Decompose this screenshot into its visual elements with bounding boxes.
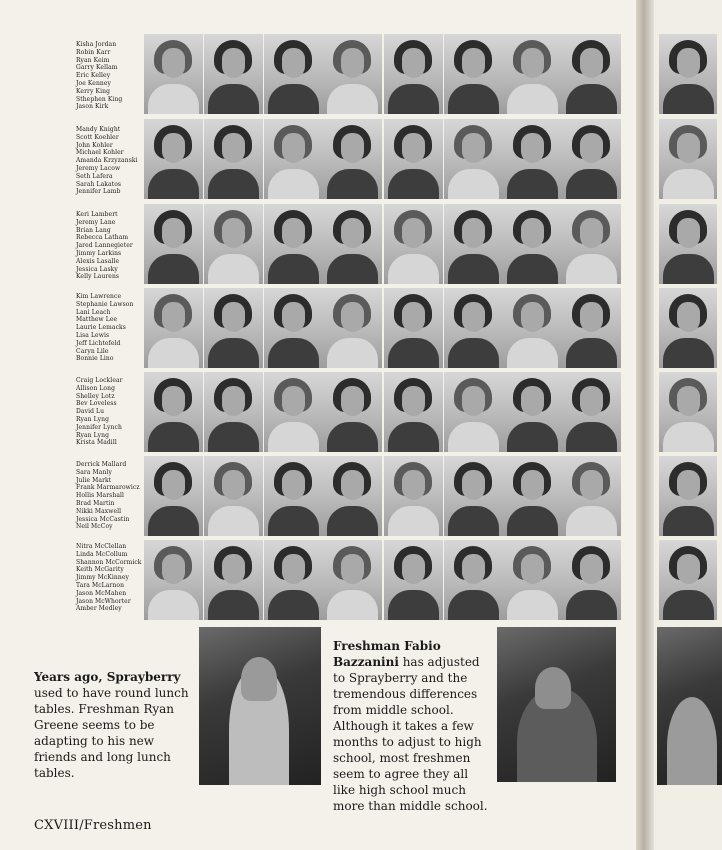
portrait-body — [507, 84, 558, 114]
caption-text: has adjusted to Sprayberry and the tremendous differences from middle school. Although it takes a few months to adjust to high school, most freshmen seem to agree they all like high school much more than middle school. — [333, 655, 488, 813]
student-portrait — [323, 540, 382, 620]
student-name: John Kohler — [76, 141, 113, 149]
student-head — [241, 657, 277, 701]
portrait-face — [677, 302, 700, 332]
portrait-body — [208, 590, 259, 620]
student-name: Lani Leach — [76, 308, 111, 316]
student-name: Lisa Lewis — [76, 331, 110, 339]
caption-lunch-tables — [34, 669, 194, 781]
portrait-body — [566, 590, 617, 620]
portrait-face — [521, 302, 544, 332]
caption-lead: Years ago, Sprayberry — [34, 670, 181, 684]
student-name: Michael Kohler — [76, 149, 124, 157]
candid-photo-right-page — [657, 627, 722, 785]
portrait-face — [580, 470, 603, 500]
student-name: Jason Kirk — [76, 103, 109, 111]
student-name: Jessica McCastin — [76, 515, 130, 523]
portrait-face — [521, 386, 544, 416]
portrait-body — [388, 590, 439, 620]
student-name-list — [76, 461, 146, 531]
portrait-face — [341, 386, 364, 416]
portrait-body — [388, 338, 439, 368]
student-name: Tara McLarnon — [76, 581, 125, 589]
student-name: Garry Kellam — [76, 64, 118, 72]
student-portrait — [384, 540, 443, 620]
student-name: Nitra McClellan — [76, 543, 127, 550]
student-name: Jimmy Larkins — [76, 249, 122, 257]
student-portrait — [384, 119, 443, 199]
student-name: Brad Martin — [76, 499, 115, 507]
portrait-face — [521, 48, 544, 78]
student-portrait — [659, 456, 717, 536]
portrait-body — [388, 169, 439, 199]
student-name: Sthephen King — [76, 95, 123, 103]
student-name: Laurie Lemacks — [76, 324, 126, 332]
student-name: Sara Manly — [76, 468, 112, 476]
portrait-body — [663, 169, 714, 199]
portrait-face — [402, 554, 425, 584]
portrait-body — [663, 84, 714, 114]
portrait-face — [580, 302, 603, 332]
portrait-face — [462, 302, 485, 332]
student-name: Caryn Lile — [76, 347, 109, 355]
student-portrait — [659, 34, 717, 114]
caption-text: used to have round lunch tables. Freshman Ryan Greene seems to be adapting to his new friends and long lunch tables. — [34, 686, 189, 780]
student-portrait — [144, 288, 203, 368]
portrait-face — [222, 133, 245, 163]
student-portrait — [264, 456, 323, 536]
portrait-face — [222, 554, 245, 584]
student-name: Linda McCollum — [76, 550, 128, 558]
student-portrait — [204, 288, 263, 368]
student-portrait — [264, 288, 323, 368]
student-portrait — [444, 540, 503, 620]
portrait-body — [448, 506, 499, 536]
student-portrait — [562, 119, 621, 199]
student-portrait — [264, 34, 323, 114]
portrait-body — [448, 169, 499, 199]
portrait-face — [162, 48, 185, 78]
portrait-body — [663, 506, 714, 536]
portrait-body — [566, 506, 617, 536]
student-name: Mandy Knight — [76, 126, 121, 133]
portrait-face — [521, 554, 544, 584]
student-name: Jason McMahen — [76, 589, 127, 597]
student-name: Jeremy Lacow — [76, 164, 121, 172]
student-portrait — [562, 456, 621, 536]
student-name: Jeremy Lane — [76, 218, 116, 226]
portrait-face — [402, 302, 425, 332]
student-portrait — [444, 119, 503, 199]
student-name: Jeff Lichtefeld — [76, 339, 121, 347]
student-name: Ryan Keim — [76, 56, 110, 64]
portrait-body — [208, 254, 259, 284]
portrait-face — [282, 554, 305, 584]
student-portrait — [384, 456, 443, 536]
student-portrait — [503, 119, 562, 199]
portrait-face — [341, 48, 364, 78]
candid-photo-cafeteria — [497, 627, 616, 782]
student-name: Shelley Lotz — [76, 392, 115, 400]
student-portrait — [659, 288, 717, 368]
student-portrait — [323, 372, 382, 452]
student-portrait — [444, 34, 503, 114]
portrait-body — [268, 169, 319, 199]
portrait-face — [282, 470, 305, 500]
portrait-body — [268, 422, 319, 452]
portrait-body — [448, 84, 499, 114]
portrait-body — [663, 422, 714, 452]
portrait-face — [677, 48, 700, 78]
portrait-body — [448, 422, 499, 452]
student-name: Brian Lang — [76, 226, 111, 234]
student-portrait — [204, 119, 263, 199]
page-fold — [636, 0, 654, 850]
student-name: Shannon McCormick — [76, 558, 142, 566]
portrait-face — [580, 48, 603, 78]
portrait-body — [327, 506, 378, 536]
portrait-face — [282, 218, 305, 248]
portrait-body — [148, 506, 199, 536]
student-portrait — [323, 288, 382, 368]
portrait-body — [148, 254, 199, 284]
student-name: Seth Lafera — [76, 172, 113, 180]
portrait-body — [663, 590, 714, 620]
portrait-face — [162, 386, 185, 416]
portrait-body — [507, 506, 558, 536]
portrait-body — [327, 422, 378, 452]
portrait-body — [507, 590, 558, 620]
student-portrait — [659, 540, 717, 620]
student-name-list — [76, 377, 146, 447]
student-portrait — [562, 288, 621, 368]
portrait-face — [677, 133, 700, 163]
student-name: Kim Lawrence — [76, 293, 122, 300]
portrait-face — [341, 302, 364, 332]
student-portrait — [204, 34, 263, 114]
portrait-face — [282, 386, 305, 416]
portrait-body — [208, 506, 259, 536]
portrait-face — [402, 218, 425, 248]
student-portrait — [323, 456, 382, 536]
portrait-body — [448, 254, 499, 284]
student-name: Jason McWhorter — [76, 597, 131, 605]
portrait-body — [566, 84, 617, 114]
student-portrait — [659, 119, 717, 199]
student-portrait — [204, 372, 263, 452]
portrait-body — [388, 422, 439, 452]
student-name: Kisha Jordan — [76, 41, 117, 48]
portrait-face — [402, 48, 425, 78]
student-name: Eric Kelley — [76, 72, 111, 80]
student-name: Scott Koehler — [76, 133, 119, 141]
student-name: Jared Lannegieter — [76, 242, 133, 250]
student-name: Julie Markt — [76, 476, 112, 484]
portrait-body — [208, 338, 259, 368]
student-portrait — [659, 372, 717, 452]
student-portrait — [562, 34, 621, 114]
student-portrait — [444, 288, 503, 368]
portrait-body — [268, 338, 319, 368]
student-name: Neil McCoy — [76, 523, 113, 531]
portrait-face — [282, 133, 305, 163]
portrait-face — [222, 302, 245, 332]
student-portrait — [204, 540, 263, 620]
student-name: Jessica Lasky — [76, 265, 118, 273]
portrait-body — [208, 169, 259, 199]
student-portrait — [562, 204, 621, 284]
portrait-body — [148, 169, 199, 199]
portrait-face — [162, 554, 185, 584]
student-portrait — [503, 540, 562, 620]
student-portrait — [384, 34, 443, 114]
student-name: Matthew Lee — [76, 316, 118, 324]
student-name: Alexis Lasalle — [76, 257, 120, 265]
student-portrait — [264, 119, 323, 199]
portrait-face — [521, 133, 544, 163]
portrait-body — [327, 84, 378, 114]
student-portrait — [204, 204, 263, 284]
student-name: Frank Marmarowicz — [76, 484, 140, 492]
portrait-face — [462, 386, 485, 416]
portrait-face — [222, 218, 245, 248]
portrait-body — [507, 254, 558, 284]
student-portrait — [323, 119, 382, 199]
student-name: Sarah Lakatos — [76, 180, 122, 188]
student-name: Amanda Krzyzanski — [76, 157, 138, 165]
portrait-body — [566, 338, 617, 368]
portrait-body — [507, 169, 558, 199]
student-name: David Lu — [76, 408, 105, 416]
portrait-body — [148, 338, 199, 368]
student-portrait — [503, 34, 562, 114]
portrait-face — [462, 48, 485, 78]
student-portrait — [444, 372, 503, 452]
portrait-face — [162, 302, 185, 332]
student-name: Jennifer Lamb — [76, 188, 121, 196]
student-name: Keith McGarity — [76, 566, 124, 574]
portrait-body — [507, 422, 558, 452]
portrait-body — [507, 338, 558, 368]
student-portrait — [444, 456, 503, 536]
portrait-body — [268, 254, 319, 284]
portrait-face — [162, 470, 185, 500]
student-portrait — [562, 540, 621, 620]
student-name: Nikki Maxwell — [76, 507, 122, 515]
student-name: Hollis Marshall — [76, 492, 125, 500]
portrait-body — [663, 254, 714, 284]
student-name: Ryan Lyng — [76, 415, 110, 423]
portrait-body — [448, 338, 499, 368]
portrait-body — [148, 590, 199, 620]
student-name: Amber Medley — [76, 605, 122, 613]
student-name: Kelly Laurens — [76, 273, 120, 281]
student-portrait — [323, 34, 382, 114]
student-name: Jennifer Lynch — [76, 423, 122, 431]
portrait-face — [402, 133, 425, 163]
portrait-body — [388, 506, 439, 536]
student-portrait — [144, 540, 203, 620]
portrait-face — [580, 386, 603, 416]
portrait-body — [268, 590, 319, 620]
portrait-face — [462, 554, 485, 584]
portrait-face — [462, 218, 485, 248]
student-name: Keri Lambert — [76, 211, 118, 218]
student-portrait — [204, 456, 263, 536]
portrait-face — [222, 470, 245, 500]
portrait-face — [677, 470, 700, 500]
student-portrait — [144, 204, 203, 284]
portrait-body — [268, 84, 319, 114]
portrait-body — [566, 169, 617, 199]
student-portrait — [503, 456, 562, 536]
portrait-face — [402, 386, 425, 416]
portrait-face — [222, 386, 245, 416]
student-portrait — [503, 288, 562, 368]
student-portrait — [144, 456, 203, 536]
portrait-face — [580, 554, 603, 584]
student-portrait — [144, 119, 203, 199]
portrait-body — [388, 254, 439, 284]
student-portrait — [264, 540, 323, 620]
student-name: Bev Loveless — [76, 400, 117, 408]
portrait-body — [208, 422, 259, 452]
portrait-face — [341, 218, 364, 248]
portrait-face — [580, 218, 603, 248]
student-name: Ryan Lyng — [76, 431, 110, 439]
portrait-body — [148, 84, 199, 114]
student-name: Krista Madill — [76, 439, 117, 447]
portrait-face — [462, 133, 485, 163]
portrait-face — [521, 470, 544, 500]
portrait-body — [148, 422, 199, 452]
student-name: Bonnie Lino — [76, 355, 114, 363]
portrait-body — [566, 422, 617, 452]
student-name-list — [76, 543, 146, 613]
portrait-body — [448, 590, 499, 620]
student-portrait — [384, 288, 443, 368]
caption-lead: Freshman Fabio Bazzanini — [333, 639, 441, 669]
portrait-body — [208, 84, 259, 114]
student-portrait — [144, 372, 203, 452]
portrait-body — [566, 254, 617, 284]
student-portrait — [323, 204, 382, 284]
student-portrait — [503, 372, 562, 452]
student-name-list — [76, 293, 146, 363]
portrait-face — [677, 386, 700, 416]
student-name: Stephanie Lawson — [76, 300, 134, 308]
portrait-face — [580, 133, 603, 163]
student-name: Kerry King — [76, 87, 111, 95]
student-name: Allison Long — [76, 384, 116, 392]
student-head — [535, 667, 571, 709]
student-portrait — [384, 204, 443, 284]
portrait-face — [222, 48, 245, 78]
portrait-face — [282, 48, 305, 78]
candid-photo-lunch-table — [199, 627, 321, 785]
student-portrait — [562, 372, 621, 452]
student-portrait — [503, 204, 562, 284]
portrait-face — [677, 218, 700, 248]
portrait-face — [521, 218, 544, 248]
student-name: Derrick Mallard — [76, 461, 127, 468]
portrait-face — [341, 554, 364, 584]
portrait-face — [462, 470, 485, 500]
student-portrait — [264, 372, 323, 452]
portrait-face — [282, 302, 305, 332]
student-name-list — [76, 41, 146, 111]
portrait-body — [327, 338, 378, 368]
portrait-body — [388, 84, 439, 114]
portrait-face — [341, 133, 364, 163]
caption-freshman-adjust — [333, 638, 491, 814]
student-portrait — [659, 204, 717, 284]
portrait-body — [663, 338, 714, 368]
student-name: Rebecca Latham — [76, 234, 129, 242]
student-portrait — [264, 204, 323, 284]
student-portrait — [384, 372, 443, 452]
portrait-face — [162, 218, 185, 248]
portrait-face — [677, 554, 700, 584]
student-name: Jimmy McKinney — [76, 574, 129, 582]
portrait-body — [268, 506, 319, 536]
portrait-face — [341, 470, 364, 500]
portrait-body — [327, 254, 378, 284]
portrait-body — [327, 590, 378, 620]
student-name-list — [76, 126, 146, 196]
student-name: Craig Locklear — [76, 377, 123, 384]
portrait-face — [402, 470, 425, 500]
student-name-list — [76, 211, 146, 281]
page-footer: CXVIII/Freshmen — [34, 818, 152, 833]
portrait-face — [162, 133, 185, 163]
student-name: Robin Karr — [76, 48, 111, 56]
student-figure — [667, 697, 717, 785]
student-portrait — [144, 34, 203, 114]
student-portrait — [444, 204, 503, 284]
student-name: Joe Kenney — [76, 79, 112, 87]
portrait-body — [327, 169, 378, 199]
